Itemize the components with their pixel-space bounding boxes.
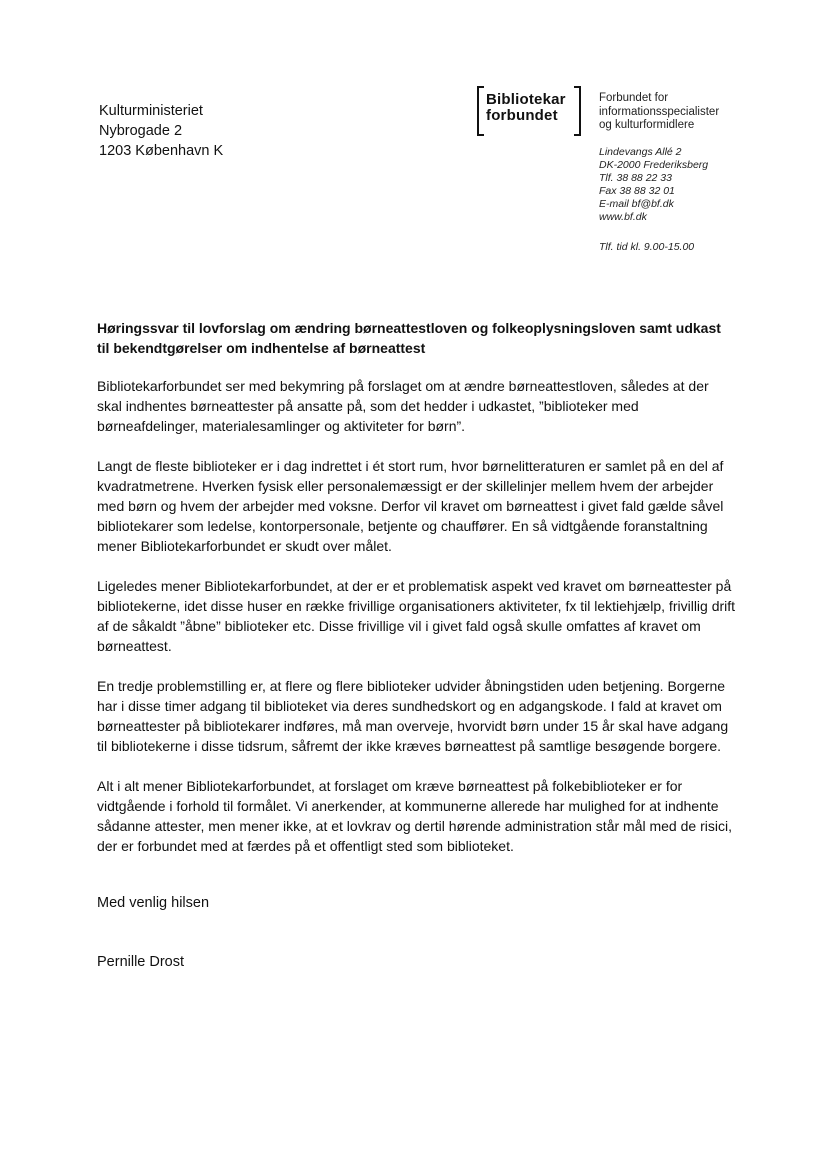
body-paragraph: Bibliotekarforbundet ser med bekymring på forslaget om at ændre børneattestloven, således at der skal indhentes børneattester på ansatte på, som det hedder i udkastet, ”biblioteker med børneafdelinger, materialesamlinger og aktiviteter for børn”. [97, 378, 709, 434]
signature-name: Pernille Drost [97, 954, 185, 970]
letter-subject: Høringssvar til lovforslag om ændring børneattestloven og folkeoplysningsloven samt udkast til bekendtgørelser om indhentelse af børneattest [97, 320, 721, 356]
body-paragraph: Langt de fleste biblioteker er i dag indrettet i ét stort rum, hvor børnelitteraturen er samlet på en del af kvadratmetrene. Hverken fysisk eller personalemæssigt er der skillelinjer mellem hvem der arbejder med børn og hvem der arbejder med voksne. Derfor vil kravet om børneattest i givet fald gælde såvel bibliotekarer som ledelse, kontorpersonale, betjente og chauffører. En så vidtgående foranstaltning mener Bibliotekarforbundet er skudt over målet. [97, 458, 724, 554]
contact-website: www.bf.dk [599, 211, 647, 223]
logo-bracket-right [574, 86, 581, 136]
phone-hours: Tlf. tid kl. 9.00-15.00 [599, 241, 695, 253]
recipient-line: Nybrogade 2 [99, 123, 183, 139]
contact-city: DK-2000 Frederiksberg [599, 159, 709, 171]
logo-text [486, 92, 566, 124]
organization-name [599, 92, 719, 133]
closing-salutation: Med venlig hilsen [97, 895, 210, 911]
organization-contact [599, 146, 708, 224]
contact-phone: Tlf. 38 88 22 33 [599, 172, 672, 184]
body-paragraph: En tredje problemstilling er, at flere og flere biblioteker udvider åbningstiden uden betjening. Borgerne har i disse timer adgang til biblioteket via deres sundhedskort og en adgangskode. I fald at kravet om børneattester på bibliotekarer indføres, må man overveje, hvorvidt børn under 15 år skal have adgang til bibliotekerne i disse tidsrum, såfremt der ikke kræves børneattest på samtlige besøgende borgere. [97, 678, 729, 754]
recipient-line: Kulturministeriet [99, 103, 203, 119]
logo-line: Bibliotekar [486, 91, 566, 108]
org-name-line: informationsspecialister [599, 105, 720, 118]
body-paragraph: Alt i alt mener Bibliotekarforbundet, at forslaget om kræve børneattest på folkebiblioteker er for vidtgående i forhold til formålet. Vi anerkender, at kommunerne allerede har mulighed for at indhente sådanne attester, men mener ikke, at et lovkrav og dertil hørende administration står mål med de risici, der er forbundet med at færdes på et offentligt sted som biblioteket. [97, 778, 732, 854]
bibliotekarforbundet-logo [477, 86, 581, 134]
org-name-line: Forbundet for [599, 92, 669, 104]
logo-line: forbundet [486, 107, 558, 124]
body-paragraph: Ligeledes mener Bibliotekarforbundet, at der er et problematisk aspekt ved kravet om børneattester på bibliotekerne, idet disse huser en række frivillige organisationers aktiviteter, fx til lektiehjælp, frivillig drift af de såkaldt ”åbne” biblioteker etc. Disse frivillige vil i givet fald også skulle omfattes af kravet om børneattest. [97, 578, 736, 654]
contact-email: E-mail bf@bf.dk [599, 198, 674, 210]
recipient-address [99, 101, 223, 161]
recipient-line: 1203 København K [99, 143, 224, 159]
contact-fax: Fax 38 88 32 01 [599, 185, 675, 197]
org-name-line: og kulturformidlere [599, 119, 695, 131]
logo-bracket-left [477, 86, 484, 136]
letter-body [97, 376, 737, 876]
contact-address: Lindevangs Allé 2 [599, 146, 682, 158]
